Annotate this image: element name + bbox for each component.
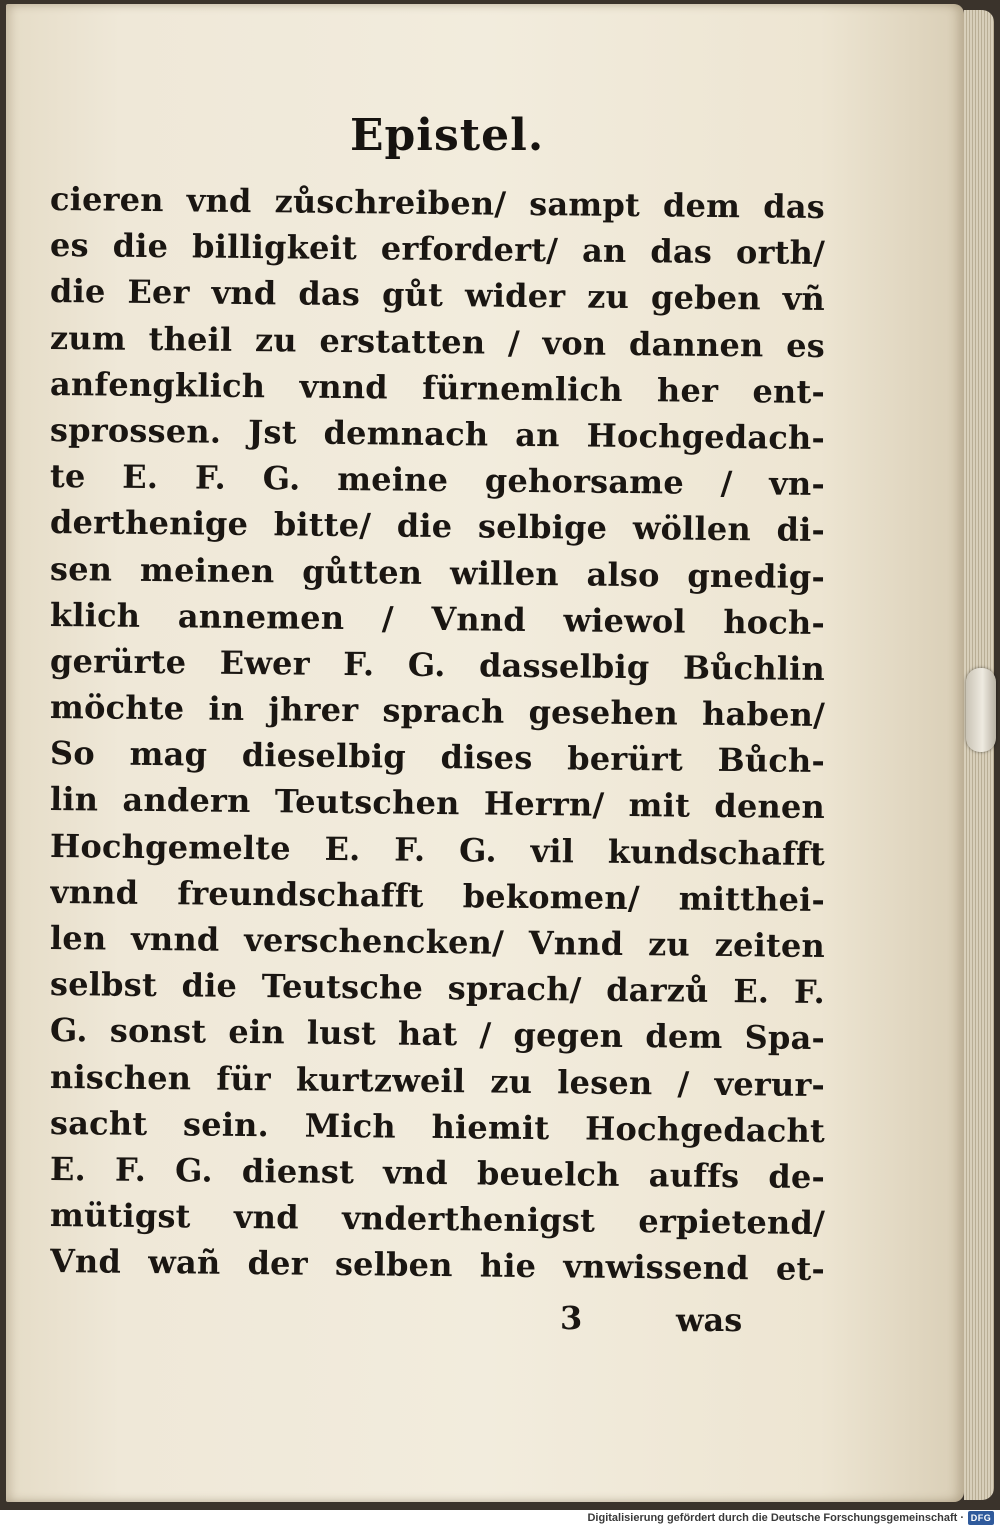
catchword: was	[676, 1301, 743, 1339]
text-line: cieren vnd zůschreiben/ sampt dem das	[49, 179, 826, 227]
body-text	[50, 180, 825, 1289]
page-number: 3	[560, 1299, 583, 1337]
book-clasp	[966, 668, 996, 752]
text-line: Hochgemelte E. F. G. vil kundschafft	[49, 826, 826, 873]
text-line: G. sonst ein lust hat / gegen dem Spa-	[49, 1011, 826, 1058]
text-line: len vnnd verschencken/ Vnnd zu zeiten	[49, 918, 826, 966]
text-line: die Eer vnd das gůt wider zu geben vñ	[49, 272, 826, 319]
digitization-footer	[0, 1510, 1000, 1527]
text-line: möchte in jhrer sprach gesehen haben/	[49, 688, 826, 735]
text-line: sen meinen gůtten willen also gnedig-	[49, 549, 826, 596]
text-line: gerürte Ewer F. G. dasselbig Bůchlin	[49, 641, 826, 688]
text-line: Vnd wañ der selben hie vnwissend et-	[49, 1242, 826, 1289]
page-fore-edge	[964, 10, 994, 1500]
text-line: derthenige bitte/ die selbige wöllen di-	[49, 503, 826, 550]
text-line: klich annemen / Vnnd wiewol hoch-	[49, 595, 826, 642]
dfg-logo: DFG	[968, 1511, 994, 1525]
text-line: vnnd freundschafft bekomen/ mitthei-	[49, 872, 826, 919]
text-line: zum theil zu erstatten / von dannen es	[49, 318, 826, 365]
text-line: nischen für kurtzweil zu lesen / verur-	[49, 1057, 826, 1104]
text-line: lin andern Teutschen Herrn/ mit denen	[49, 780, 826, 827]
funding-credit: Digitalisierung gefördert durch die Deutsche Forschungsgemeinschaft ·	[587, 1512, 964, 1524]
text-line: anfengklich vnnd fürnemlich her ent-	[49, 364, 826, 411]
text-line: selbst die Teutsche sprach/ darzů E. F.	[49, 965, 826, 1012]
text-line: So mag dieselbig dises berürt Bůch-	[49, 734, 826, 781]
text-line: E. F. G. dienst vnd beuelch auffs de-	[49, 1149, 826, 1196]
text-line: sprossen. Jst demnach an Hochgedach-	[49, 410, 826, 457]
page-heading: Epistel.	[350, 110, 545, 161]
text-line: te E. F. G. meine gehorsame / vn-	[49, 457, 826, 504]
text-line: mütigst vnd vnderthenigst erpietend/	[49, 1196, 826, 1243]
text-line: es die billigkeit erfordert/ an das orth/	[49, 226, 826, 273]
text-line: sacht sein. Mich hiemit Hochgedacht	[49, 1103, 826, 1150]
